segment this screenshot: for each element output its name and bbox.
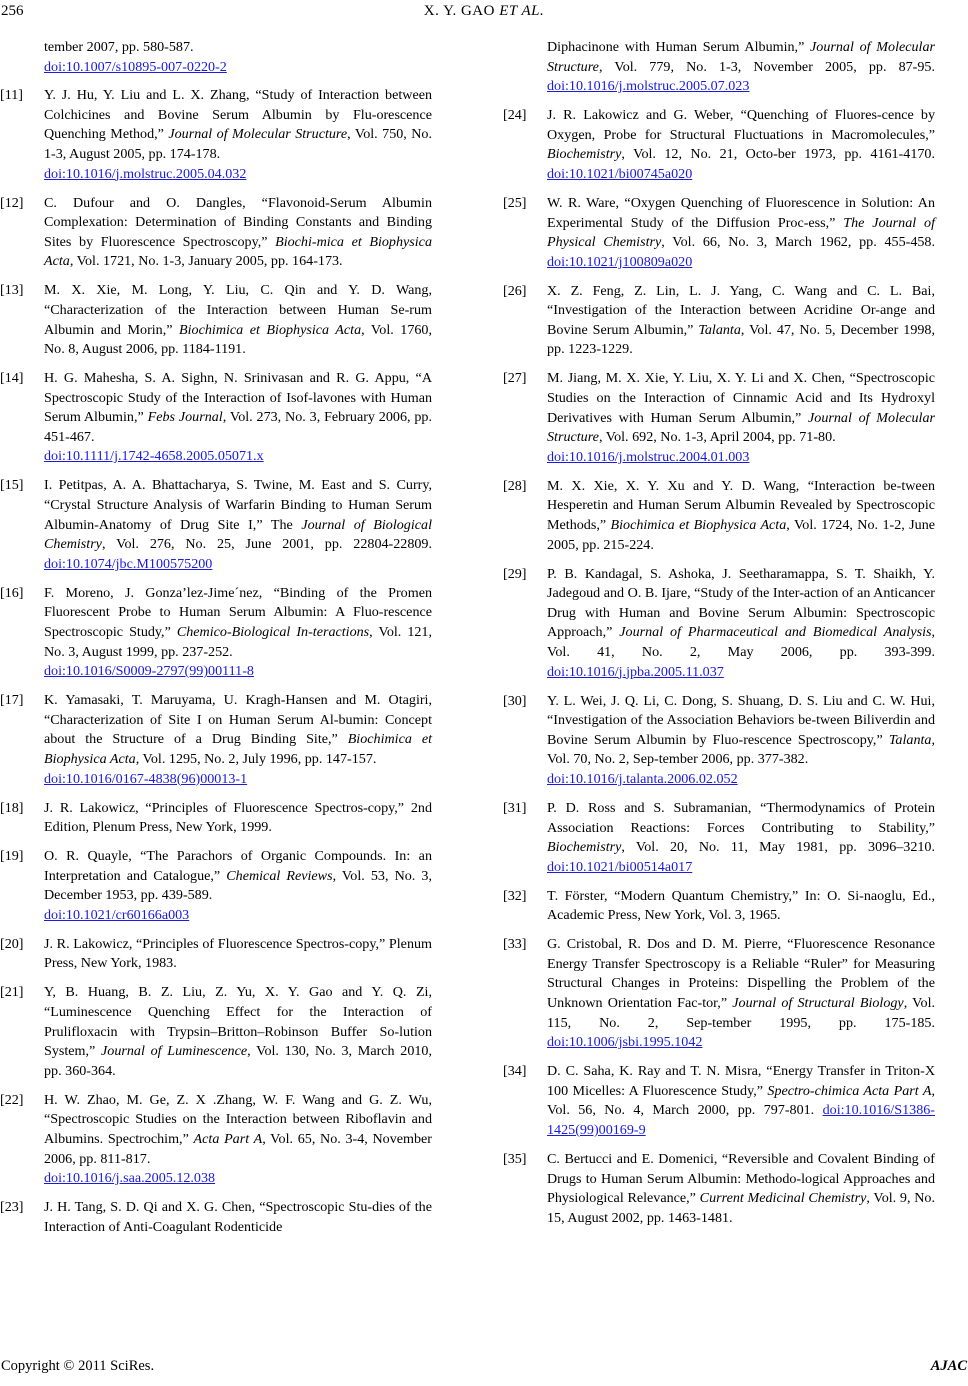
doi-link[interactable]: doi:10.1006/jsbi.1995.1042	[547, 1034, 703, 1051]
reference-number: [14]	[0, 370, 24, 387]
reference-text	[44, 1091, 432, 1189]
reference-details: , Vol. 692, No. 1-3, April 2004, pp. 71-80.	[598, 429, 836, 446]
reference-details: , Vol. 779, No. 1-3, November 2005, pp. 87-95.	[598, 58, 935, 75]
reference-text	[547, 935, 935, 1053]
running-title	[0, 3, 968, 20]
reference-details: , Vol. 70, No. 2, Sep-tember 2006, pp. 377-382.	[547, 731, 935, 768]
reference-authors-title: Y, B. Huang, B. Z. Liu, Z. Yu, X. Y. Gao and Y. Q. Zi, “Luminescence Quenching Effect for the Interaction of Prulifloxacin with Trypsin–Britton–Robinson Buffer So-lution System,”	[44, 984, 432, 1060]
copyright-notice: Copyright © 2011 SciRes.	[1, 1358, 155, 1374]
reference-details: , Vol. 1760, No. 8, August 2006, pp. 1184-1191.	[44, 321, 433, 358]
reference-item	[0, 584, 432, 682]
reference-number: [29]	[503, 565, 527, 582]
right-reference-list	[503, 38, 935, 1228]
reference-journal: The Journal of Physical Chemistry	[547, 214, 935, 251]
reference-journal: Journal of Molecular Structure	[547, 409, 935, 446]
reference-journal: Current Medicinal Chemistry	[699, 1190, 867, 1207]
reference-text	[44, 194, 432, 272]
reference-authors-title: J. R. Lakowicz, “Principles of Fluorescence Spectros-copy,” Plenum Press, New York, 1983.	[44, 935, 432, 972]
reference-text	[547, 194, 935, 272]
reference-details: , Vol. 276, No. 25, June 2001, pp. 22804-22809.	[101, 536, 432, 553]
doi-link[interactable]: doi:10.1016/0167-4838(96)00013-1	[44, 770, 248, 787]
reference-authors-title: Diphacinone with Human Serum Albumin,”	[547, 39, 811, 55]
reference-details: , Vol. 273, No. 3, February 2006, pp. 451-467.	[44, 409, 432, 445]
reference-authors-title: H. G. Mahesha, S. A. Sighn, N. Srinivasan and R. G. Appu, “A Spectroscopic Study of the Interaction of Isof-lavones with Human Serum Albumin,”	[44, 370, 432, 426]
reference-details: , Vol. 130, No. 3, March 2010, pp. 360-364.	[44, 1043, 432, 1079]
doi-link[interactable]: doi:10.1016/j.molstruc.2004.01.003	[547, 448, 750, 465]
reference-authors-title: G. Cristobal, R. Dos and D. M. Pierre, “Fluorescence Resonance Energy Transfer Spectroscopy is a Reliable “Ruler” for Measuring Structural Changes in Proteins: Dispelling the Problem of the Unknown Orientation Fac-tor,”	[547, 936, 935, 1012]
reference-details: , Vol. 47, No. 5, December 1998, pp. 1223-1229.	[547, 321, 935, 358]
reference-item	[0, 1091, 432, 1189]
reference-text	[547, 369, 935, 467]
reference-journal: Spectro-chimica Acta Part A	[767, 1082, 932, 1099]
reference-authors-title: O. R. Quayle, “The Parachors of Organic Compounds. In: an Interpretation and Catalogue,”	[44, 848, 432, 884]
reference-journal: Journal of Structural Biology	[732, 995, 904, 1012]
reference-authors-title: P. B. Kandagal, S. Ashoka, J. Seetharamappa, S. T. Shaikh, Y. Jadegoud and O. B. Ijare, “Study of the Inter-action of an Anticancer Drug with Human and Bovine Serum Albumin: Spectroscopic Approach,”	[547, 565, 935, 641]
reference-number: [17]	[0, 692, 24, 709]
reference-details: , Vol. 20, No. 11, May 1981, pp. 3096–3210.	[621, 839, 935, 856]
reference-authors-title: F. Moreno, J. Gonza’lez-Jime´nez, “Binding of the Promen Fluorescent Probe to Human Serum Albumin: A Fluo-rescence Spectroscopic Study,”	[44, 584, 432, 640]
reference-number: [30]	[503, 692, 527, 709]
reference-text	[547, 565, 935, 683]
reference-journal: Journal of Luminescence	[101, 1043, 248, 1060]
reference-details: , Vol. 12, No. 21, Octo-ber 1973, pp. 4161-4170.	[621, 146, 935, 163]
doi-link[interactable]: doi:10.1016/S1386-1425(99)00169-9	[547, 1102, 935, 1138]
reference-number: [28]	[503, 477, 527, 494]
right-column	[503, 38, 935, 1238]
reference-journal: Biochemistry	[547, 146, 622, 163]
reference-text	[44, 691, 432, 789]
reference-journal: Chemical Reviews	[226, 867, 333, 884]
running-et-al: ET AL.	[499, 3, 545, 19]
reference-text	[44, 935, 432, 974]
doi-link[interactable]: doi:10.1021/j100809a020	[547, 253, 693, 270]
reference-text	[44, 983, 432, 1081]
doi-link[interactable]: doi:10.1016/S0009-2797(99)00111-8	[44, 663, 254, 680]
reference-number: [15]	[0, 477, 24, 494]
reference-authors-title: P. D. Ross and S. Subramanian, “Thermodynamics of Protein Association Reactions: Forces Contributing to Stability,”	[547, 799, 935, 836]
reference-journal: Biochimica et Biophysica Acta	[610, 517, 787, 534]
reference-number: [33]	[503, 936, 527, 953]
reference-number: [32]	[503, 887, 527, 904]
reference-authors-title: J. R. Lakowicz, “Principles of Fluorescence Spectros-copy,” 2nd Edition, Plenum Press, New York, 1999.	[44, 799, 432, 836]
reference-details: , Vol. 115, No. 2, Sep-tember 1995, pp. 175-185.	[547, 995, 936, 1031]
reference-item	[503, 1062, 935, 1140]
reference-text	[44, 847, 432, 925]
reference-item	[0, 194, 432, 272]
reference-details: , Vol. 9, No. 15, August 2002, pp. 1463-1481.	[547, 1190, 935, 1226]
continued-reference	[0, 38, 432, 77]
reference-text	[547, 1150, 935, 1228]
continued-reference-text: tember 2007, pp. 580-587.	[44, 39, 194, 55]
reference-text	[547, 282, 935, 360]
reference-text	[547, 38, 935, 97]
reference-number: [22]	[0, 1091, 24, 1108]
reference-authors-title: D. C. Saha, K. Ray and T. N. Misra, “Energy Transfer in Triton-X 100 Micelles: A Fluorescence Study,”	[547, 1063, 935, 1099]
reference-journal: Journal of Pharmaceutical and Biomedical Analysis	[619, 624, 932, 641]
reference-text	[44, 281, 432, 359]
doi-link[interactable]: doi:10.1021/cr60166a003	[44, 906, 190, 923]
reference-item	[503, 106, 935, 184]
doi-link[interactable]: doi:10.1021/bi00514a017	[547, 858, 693, 875]
reference-journal: Febs Journal	[147, 409, 223, 426]
reference-journal: Journal of Molecular Structure	[168, 126, 348, 143]
reference-number: [19]	[0, 848, 24, 865]
reference-item	[0, 86, 432, 184]
running-authors: X. Y. GAO	[423, 3, 495, 19]
reference-details: , Vol. 56, No. 4, March 2000, pp. 797-801.	[547, 1082, 936, 1119]
reference-authors-title: H. W. Zhao, M. Ge, Z. X .Zhang, W. F. Wang and G. Z. Wu, “Spectroscopic Studies on the Interaction between Riboflavin and Albumins. Spectrochim,”	[44, 1091, 432, 1147]
reference-details: , Vol. 65, No. 3-4, November 2006, pp. 811-817.	[44, 1130, 432, 1167]
reference-journal: Biochemistry	[547, 839, 622, 856]
reference-number: [11]	[0, 87, 23, 104]
reference-journal: Biochimica et Biophysica Acta	[179, 321, 362, 338]
reference-item	[503, 887, 935, 926]
reference-item	[503, 799, 935, 877]
reference-details: , Vol. 750, No. 1-3, August 2005, pp. 174-178.	[44, 126, 432, 162]
reference-item	[0, 935, 432, 974]
reference-journal: Chemico-Biological In-teractions	[176, 623, 370, 640]
reference-text	[547, 887, 935, 926]
reference-item	[0, 691, 432, 789]
reference-item	[0, 476, 432, 574]
reference-number: [12]	[0, 194, 24, 211]
reference-text	[547, 692, 935, 790]
reference-text	[547, 799, 935, 877]
doi-link[interactable]: doi:10.1074/jbc.M100575200	[44, 555, 213, 572]
doi-link[interactable]: doi:10.1016/j.jpba.2005.11.037	[547, 663, 724, 680]
reference-authors-title: M. X. Xie, X. Y. Xu and Y. D. Wang, “Interaction be-tween Hesperetin and Human Serum Albumin Revealed by Spectroscopic Methods,”	[547, 477, 935, 534]
reference-journal: Talanta	[888, 731, 932, 748]
reference-details: , Vol. 1724, No. 1-2, June 2005, pp. 215-224.	[547, 517, 936, 553]
reference-details: , Vol. 41, No. 2, May 2006, pp. 393-399.	[547, 624, 935, 660]
reference-number: [13]	[0, 282, 24, 299]
reference-number: [31]	[503, 799, 527, 816]
reference-item	[503, 282, 935, 360]
journal-abbrev: AJAC	[930, 1358, 967, 1374]
reference-text	[547, 1062, 935, 1140]
reference-details: , Vol. 53, No. 3, December 1953, pp. 439-589.	[44, 867, 432, 904]
reference-authors-title: I. Petitpas, A. A. Bhattacharya, S. Twine, M. East and S. Curry, “Crystal Structure Analysis of Warfarin Binding to Human Serum Albumin-Anatomy of Drug Site I,” The	[44, 477, 432, 533]
reference-text	[547, 477, 935, 555]
reference-number: [23]	[0, 1199, 24, 1216]
running-header	[0, 3, 968, 25]
doi-link[interactable]: doi:10.1016/j.talanta.2006.02.052	[547, 770, 738, 787]
reference-authors-title: Y. J. Hu, Y. Liu and L. X. Zhang, “Study of Interaction between Colchicines and Bovine Serum Albumin by Flu-orescence Quenching Method,”	[44, 87, 432, 143]
reference-number: [25]	[503, 194, 527, 211]
reference-journal: Acta Part A	[193, 1130, 263, 1147]
reference-text	[44, 86, 432, 184]
reference-authors-title: J. H. Tang, S. D. Qi and X. G. Chen, “Spectroscopic Stu-dies of the Interaction of Anti-Coagulant Rodenticide	[44, 1199, 432, 1235]
reference-text	[44, 369, 432, 467]
reference-authors-title: J. R. Lakowicz and G. Weber, “Quenching of Fluores-cence by Oxygen, Probe for Structural Fluctuations in Macromolecules,”	[547, 107, 935, 143]
reference-text	[44, 584, 432, 682]
page-footer	[0, 1358, 968, 1378]
reference-authors-title: C. Bertucci and E. Domenici, “Reversible and Covalent Binding of Drugs to Human Serum Albumin: Methodo-logical Approaches and Physiological Relevance,”	[547, 1150, 935, 1207]
reference-authors-title: W. R. Ware, “Oxygen Quenching of Fluorescence in Solution: An Experimental Study of the Diffusion Proc-ess,”	[547, 194, 935, 231]
reference-item	[503, 477, 935, 555]
reference-authors-title: M. X. Xie, M. Long, Y. Liu, C. Qin and Y. D. Wang, “Characterization of the Interaction between Human Se-rum Albumin and Morin,”	[44, 282, 432, 338]
reference-text	[44, 799, 432, 838]
reference-text	[547, 106, 935, 184]
reference-text	[44, 1198, 432, 1237]
reference-number: [16]	[0, 584, 24, 601]
reference-item	[503, 565, 935, 683]
reference-details: , Vol. 1295, No. 2, July 1996, pp. 147-157.	[135, 750, 377, 767]
reference-journal: Journal of Biological Chemistry	[44, 516, 432, 553]
reference-item	[0, 369, 432, 467]
reference-journal: Talanta	[698, 321, 741, 338]
reference-number: [24]	[503, 107, 527, 124]
reference-journal: Biochi-mica et Biophysica Acta	[44, 233, 432, 270]
reference-authors-title: K. Yamasaki, T. Maruyama, U. Kragh-Hansen and M. Otagiri, “Characterization of Site I on Human Serum Al-bumin: Concept about the Structure of a Drug Binding Site,”	[44, 692, 432, 748]
reference-authors-title: M. Jiang, M. X. Xie, Y. Liu, X. Y. Li and X. Chen, “Spectroscopic Studies on the Interaction of Cinnamic Acid and Its Hydroxyl Derivatives with Human Serum Albumin,”	[547, 370, 935, 426]
reference-item	[0, 1198, 432, 1237]
reference-number: [20]	[0, 935, 24, 952]
reference-item	[0, 983, 432, 1081]
reference-number: [21]	[0, 984, 24, 1001]
doi-link[interactable]: doi:10.1007/s10895-007-0220-2	[44, 58, 227, 75]
reference-item	[0, 847, 432, 925]
doi-link[interactable]: doi:10.1016/j.molstruc.2005.07.023	[547, 78, 750, 95]
doi-link[interactable]: doi:10.1016/j.saa.2005.12.038	[44, 1170, 216, 1187]
reference-journal: Biochimica et Biophysica Acta	[44, 731, 432, 767]
reference-journal: Journal of Molecular Structure	[547, 39, 935, 75]
left-reference-list	[0, 86, 432, 1237]
reference-item	[503, 935, 935, 1053]
reference-text	[44, 476, 432, 574]
reference-number	[503, 38, 547, 97]
reference-details: , Vol. 1721, No. 1-3, January 2005, pp. 164-173.	[69, 253, 343, 270]
left-column	[0, 38, 432, 1247]
reference-item	[0, 281, 432, 359]
reference-details: , Vol. 121, No. 3, August 1999, pp. 237-252.	[44, 623, 432, 660]
reference-item	[0, 799, 432, 838]
reference-details: , Vol. 66, No. 3, March 1962, pp. 455-458.	[661, 234, 935, 251]
reference-item	[503, 194, 935, 272]
reference-item	[503, 692, 935, 790]
reference-item	[503, 1150, 935, 1228]
reference-number: [27]	[503, 370, 527, 387]
doi-link[interactable]: doi:10.1016/j.molstruc.2005.04.032	[44, 165, 247, 182]
doi-link[interactable]: doi:10.1021/bi00745a020	[547, 165, 693, 182]
reference-number: [34]	[503, 1063, 527, 1080]
reference-number: [26]	[503, 282, 527, 299]
reference-item	[503, 38, 935, 97]
reference-number: [35]	[503, 1150, 527, 1167]
reference-authors-title: Y. L. Wei, J. Q. Li, C. Dong, S. Shuang, D. S. Liu and C. W. Hui, “Investigation of the Association Behaviors be-tween Biliverdin and Bovine Serum Albumin by Fluo-rescence Spectroscopy,”	[547, 692, 935, 748]
reference-authors-title: X. Z. Feng, Z. Lin, L. J. Yang, C. Wang and C. L. Bai, “Investigation of the Interaction between Acridine Or-ange and Bovine Serum Albumin,”	[547, 282, 935, 338]
reference-number: [18]	[0, 799, 24, 816]
reference-authors-title: T. Förster, “Modern Quantum Chemistry,” In: O. Si-naoglu, Ed., Academic Press, New York, Vol. 3, 1965.	[547, 887, 935, 924]
reference-item	[503, 369, 935, 467]
doi-link[interactable]: doi:10.1111/j.1742-4658.2005.05071.x	[44, 448, 264, 465]
reference-authors-title: C. Dufour and O. Dangles, “Flavonoid-Serum Albumin Complexation: Determination of Binding Constants and Binding Sites by Fluorescence Spectroscopy,”	[44, 194, 432, 250]
page-number: 256	[1, 3, 24, 19]
